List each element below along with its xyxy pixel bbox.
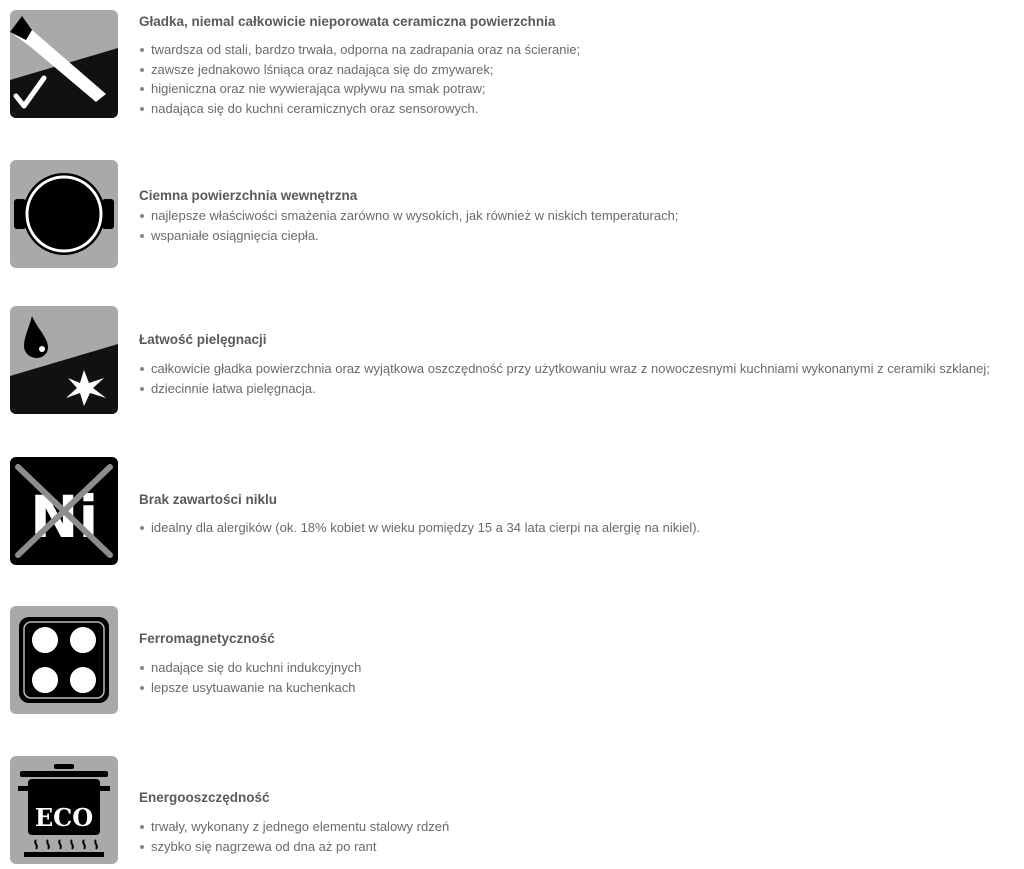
- feature-title: Energooszczędność: [139, 790, 270, 805]
- feature-title: Gładka, niemal całkowicie nieporowata ceramiczna powierzchnia: [139, 14, 556, 29]
- feature-title: Ferromagnetyczność: [139, 631, 275, 646]
- drop-sparkle-icon: [10, 306, 118, 414]
- list-item: trwały, wykonany z jednego elementu stalowy rdzeń: [139, 817, 1024, 837]
- eco-label: ECO: [34, 803, 94, 832]
- feature-bullet-list: [139, 359, 1024, 398]
- list-item: zawsze jednakowo lśniąca oraz nadająca się do zmywarek;: [139, 60, 1024, 80]
- feature-ferromagnetic: [10, 606, 1024, 716]
- list-item: twardsza od stali, bardzo trwała, odporna na zadrapania oraz na ścieranie;: [139, 40, 1024, 60]
- list-item: nadające się do kuchni indukcyjnych: [139, 658, 1024, 678]
- list-item: najlepsze właściwości smażenia zarówno w wysokich, jak również w niskich temperaturach;: [139, 206, 1024, 226]
- feature-title: Łatwość pielęgnacji: [139, 332, 267, 347]
- eco-pot-icon: [10, 756, 118, 864]
- feature-energy-saving: [10, 756, 1024, 866]
- no-nickel-icon: [10, 457, 118, 565]
- list-item: wspaniałe osiągnięcia ciepła.: [139, 226, 1024, 246]
- feature-smooth-ceramic: [10, 10, 1024, 120]
- list-item: szybko się nagrzewa od dna aż po rant: [139, 837, 1024, 857]
- feature-bullet-list: [139, 206, 1024, 245]
- list-item: nadająca się do kuchni ceramicznych oraz sensorowych.: [139, 99, 1024, 119]
- list-item: idealny dla alergików (ok. 18% kobiet w wieku pomiędzy 15 a 34 lata cierpi na alergię na nikiel).: [139, 518, 1024, 538]
- feature-bullet-list: [139, 518, 1024, 538]
- feature-bullet-list: [139, 40, 1024, 118]
- pan-surface-icon: [10, 160, 118, 268]
- feature-nickel-free: [10, 457, 1024, 567]
- feature-dark-interior: [10, 160, 1024, 270]
- list-item: lepsze usytuawanie na kuchenkach: [139, 678, 1024, 698]
- feature-easy-care: [10, 306, 1024, 416]
- feature-title: Ciemna powierzchnia wewnętrzna: [139, 188, 358, 203]
- feature-bullet-list: [139, 817, 1024, 856]
- list-item: higieniczna oraz nie wywierająca wpływu na smak potraw;: [139, 79, 1024, 99]
- feature-title: Brak zawartości niklu: [139, 492, 278, 507]
- knife-check-icon: [10, 10, 118, 118]
- list-item: dziecinnie łatwa pielęgnacja.: [139, 379, 1024, 399]
- nickel-symbol: Ni: [30, 483, 99, 551]
- list-item: całkowicie gładka powierzchnia oraz wyjątkowa oszczędność przy użytkowaniu wraz z nowoczesnymi kuchniami wykonanymi z ceramiki szklanej;: [139, 359, 1024, 379]
- induction-hob-icon: [10, 606, 118, 714]
- feature-bullet-list: [139, 658, 1024, 697]
